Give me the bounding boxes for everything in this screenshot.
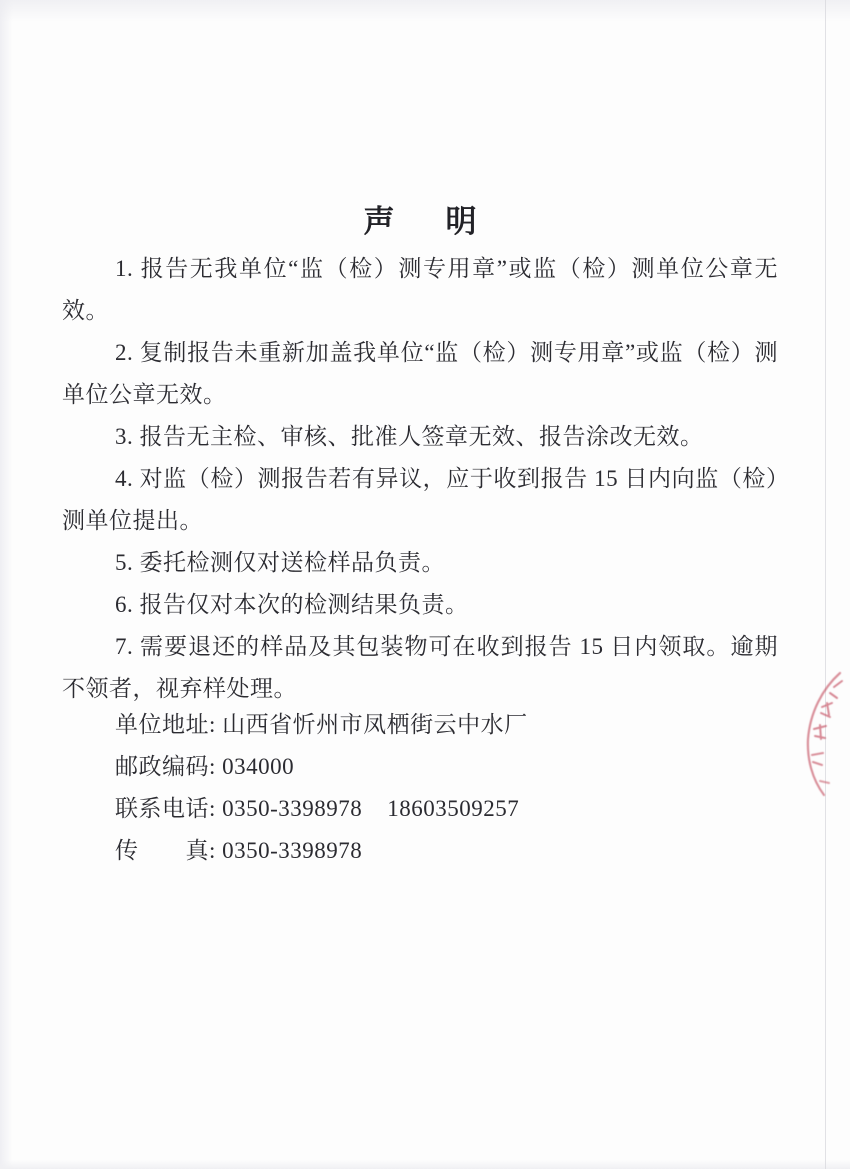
page-title: 声 明 — [363, 204, 487, 239]
declaration-item-2: 2. 复制报告未重新加盖我单位“监（检）测专用章”或监（检）测单位公章无效。 — [62, 340, 778, 407]
contact-fax-value: 0350-3398978 — [222, 838, 363, 863]
contact-phone — [115, 788, 528, 830]
scan-edge-bottom — [0, 1159, 850, 1169]
contact-postal-code — [115, 746, 528, 788]
contact-postal-value: 034000 — [222, 754, 295, 779]
contact-address — [115, 704, 528, 746]
contact-address-label: 单位地址: — [115, 712, 223, 737]
contact-fax — [115, 830, 528, 872]
declaration-item-4: 4. 对监（检）测报告若有异议，应于收到报告 15 日内向监（检）测单位提出。 — [62, 466, 778, 533]
declaration-item-3: 3. 报告无主检、审核、批准人签章无效、报告涂改无效。 — [115, 424, 704, 449]
scan-edge-top — [0, 0, 850, 26]
declaration-item-7: 7. 需要退还的样品及其包装物可在收到报告 15 日内领取。逾期不领者，视弃样处理。 — [62, 634, 778, 701]
contact-postal-label: 邮政编码: — [115, 754, 223, 779]
contact-block — [115, 704, 528, 872]
contact-phone-label: 联系电话: — [115, 796, 223, 821]
scan-edge-left — [0, 0, 14, 1169]
declaration-item-6: 6. 报告仅对本次的检测结果负责。 — [115, 592, 469, 617]
scan-edge-line — [825, 0, 826, 1169]
declaration-list — [62, 248, 778, 710]
declaration-item-5: 5. 委托检测仅对送检样品负责。 — [115, 550, 445, 575]
red-stamp-fragment-icon — [794, 655, 850, 805]
contact-address-value: 山西省忻州市凤栖街云中水厂 — [222, 712, 528, 737]
contact-phone-value: 0350-3398978 18603509257 — [222, 796, 520, 821]
declaration-item-1: 1. 报告无我单位“监（检）测专用章”或监（检）测单位公章无效。 — [62, 256, 778, 323]
contact-fax-label: 传 真: — [115, 838, 223, 863]
